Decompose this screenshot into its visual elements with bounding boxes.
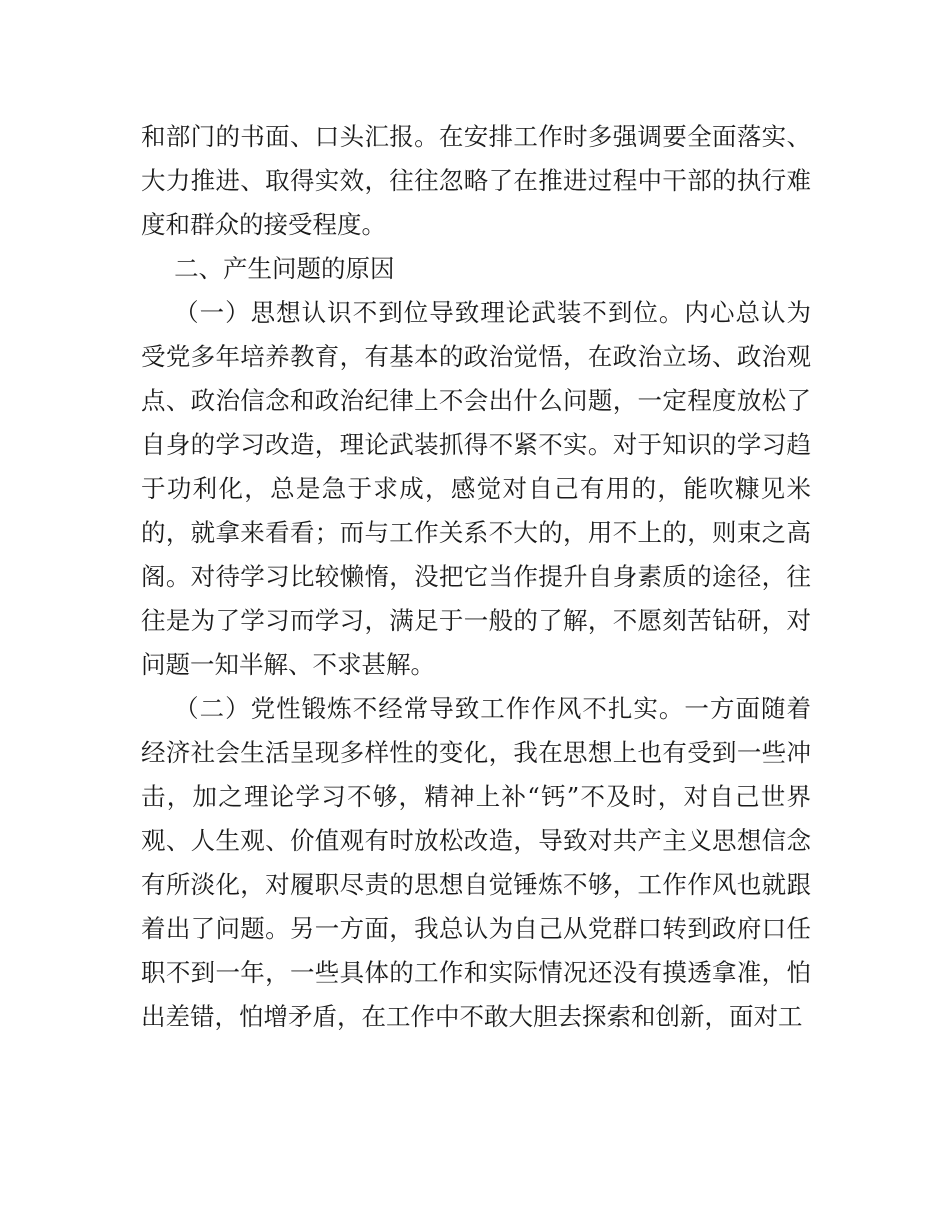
paragraph-thought-understanding: （一）思想认识不到位导致理论武装不到位。内心总认为受党多年培养教育，有基本的政治觉悟，在政治立场、政治观点、政治信念和政治纪律上不会出什么问题，一定程度放松了自身的学习改造，理论武装抓得不紧不实。对于知识的学习趋于功利化，总是急于求成，感觉对自己有用的，能吹糠见米的，就拿来看看；而与工作关系不大的，用不上的，则束之高阁。对待学习比较懒惰，没把它当作提升自身素质的途径，往往是为了学习而学习，满足于一般的了解，不愿刻苦钻研，对问题一知半解、不求甚解。 [141,298,811,679]
document-body [141,115,811,1039]
continued-paragraph: 和部门的书面、口头汇报。在安排工作时多强调要全面落实、大力推进、取得实效，往往忽略了在推进过程中干部的执行难度和群众的接受程度。 [141,122,811,239]
paragraph-party-spirit: （二）党性锻炼不经常导致工作作风不扎实。一方面随着经济社会生活呈现多样性的变化，我在思想上也有受到一些冲击，加之理论学习不够，精神上补“钙”不及时，对自己世界观、人生观、价值观有时放松改造，导致对共产主义思想信念有所淡化，对履职尽责的思想自觉锤炼不够，工作作风也就跟着出了问题。另一方面，我总认为自己从党群口转到政府口任职不到一年，一些具体的工作和实际情况还没有摸透拿准，怕出差错，怕增矛盾，在工作中不敢大胆去探索和创新，面对工 [141,694,811,1031]
section-heading: 二、产生问题的原因 [174,254,395,283]
